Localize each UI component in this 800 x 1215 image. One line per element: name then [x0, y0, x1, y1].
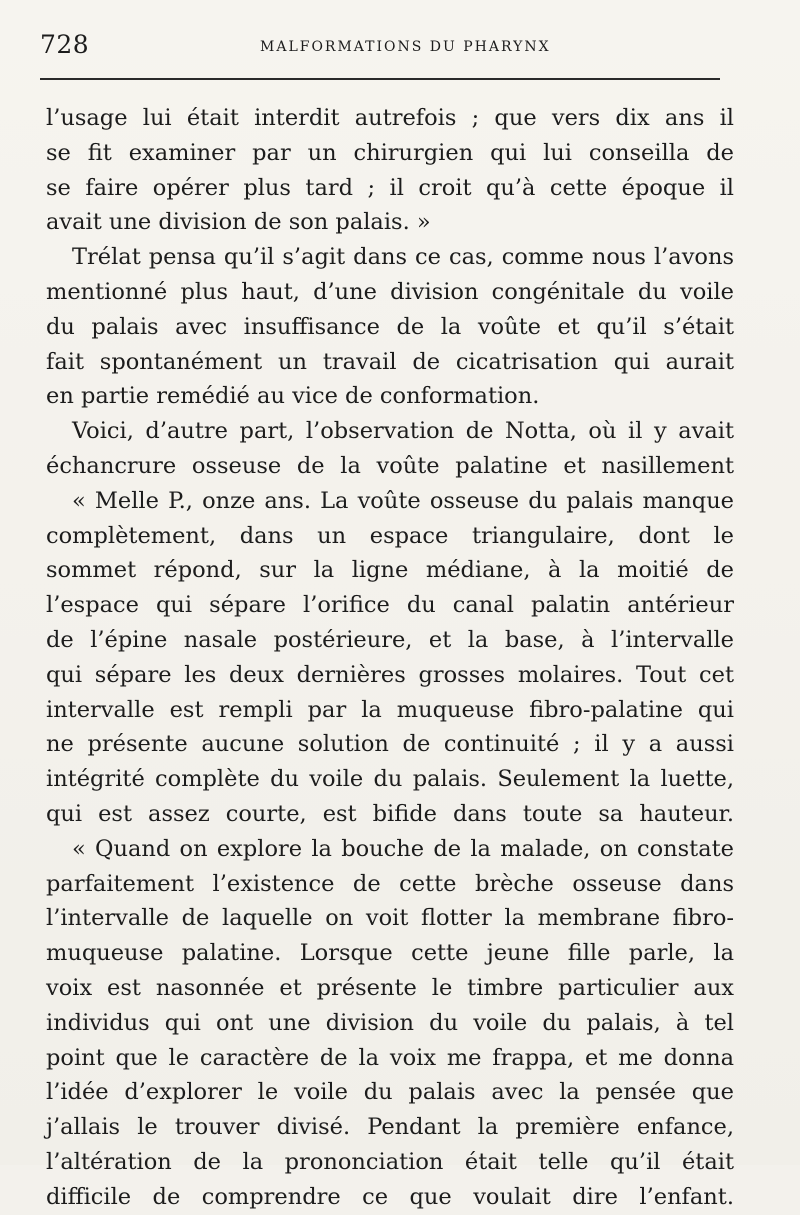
text-line: l’espace qui sépare l’orifice du canal palatin antérieur	[46, 592, 734, 619]
text-line: qui est assez courte, est bifide dans toute sa hauteur.	[46, 800, 734, 827]
text-line: en partie remédié au vice de conformation.	[46, 383, 540, 410]
text-line: voix est nasonnée et présente le timbre particulier aux	[46, 974, 734, 1001]
text-line: Voici, d’autre part, l’observation de Notta, où il y avait	[72, 418, 734, 445]
text-line: « Quand on explore la bouche de la malade, on constate	[72, 835, 734, 862]
text-line: se faire opérer plus tard ; il croit qu’à cette époque il	[46, 174, 734, 201]
text-line: l’intervalle de laquelle on voit flotter la membrane fibro-	[46, 905, 734, 932]
text-line: l’idée d’explorer le voile du palais avec la pensée que	[46, 1079, 734, 1106]
text-line: j’allais le trouver divisé. Pendant la première enfance,	[46, 1114, 734, 1141]
text-line: l’altération de la prononciation était telle qu’il était	[46, 1148, 734, 1175]
text-line: Trélat pensa qu’il s’agit dans ce cas, comme nous l’avons	[72, 244, 734, 271]
running-title: MALFORMATIONS DU PHARYNX	[260, 39, 551, 55]
text-line: point que le caractère de la voix me frappa, et me donna	[46, 1044, 734, 1071]
text-line: ne présente aucune solution de continuité ; il y a aussi	[46, 731, 734, 758]
text-line: de l’épine nasale postérieure, et la base, à l’intervalle	[46, 626, 734, 653]
page-number: 728	[40, 30, 90, 59]
text-line: sommet répond, sur la ligne médiane, à la moitié de	[46, 557, 734, 584]
text-line: qui sépare les deux dernières grosses molaires. Tout cet	[46, 661, 734, 688]
text-line: du palais avec insuffisance de la voûte et qu’il s’était	[46, 313, 734, 340]
text-line: intégrité complète du voile du palais. Seulement la luette,	[46, 766, 734, 793]
body-text	[46, 101, 734, 1215]
text-line: mentionné plus haut, d’une division congénitale du voile	[46, 278, 734, 305]
text-line: fait spontanément un travail de cicatrisation qui aurait	[46, 348, 734, 375]
text-line: échancrure osseuse de la voûte palatine et nasillement	[46, 452, 734, 479]
text-line: se fit examiner par un chirurgien qui lui conseilla de	[46, 139, 734, 166]
text-line: difficile de comprendre ce que voulait dire l’enfant.	[46, 1183, 734, 1210]
header-rule	[40, 78, 720, 80]
text-line: l’usage lui était interdit autrefois ; que vers dix ans il	[46, 105, 734, 131]
text-line: individus qui ont une division du voile du palais, à tel	[46, 1009, 734, 1036]
text-line: intervalle est rempli par la muqueuse fibro-palatine qui	[46, 696, 734, 723]
text-line: complètement, dans un espace triangulaire, dont le	[46, 522, 734, 549]
text-line: muqueuse palatine. Lorsque cette jeune fille parle, la	[46, 940, 734, 967]
text-line: parfaitement l’existence de cette brèche osseuse dans	[46, 870, 734, 897]
page-header	[40, 30, 720, 60]
text-line: « Melle P., onze ans. La voûte osseuse du palais manque	[72, 487, 734, 514]
text-line: avait une division de son palais. »	[46, 209, 431, 236]
